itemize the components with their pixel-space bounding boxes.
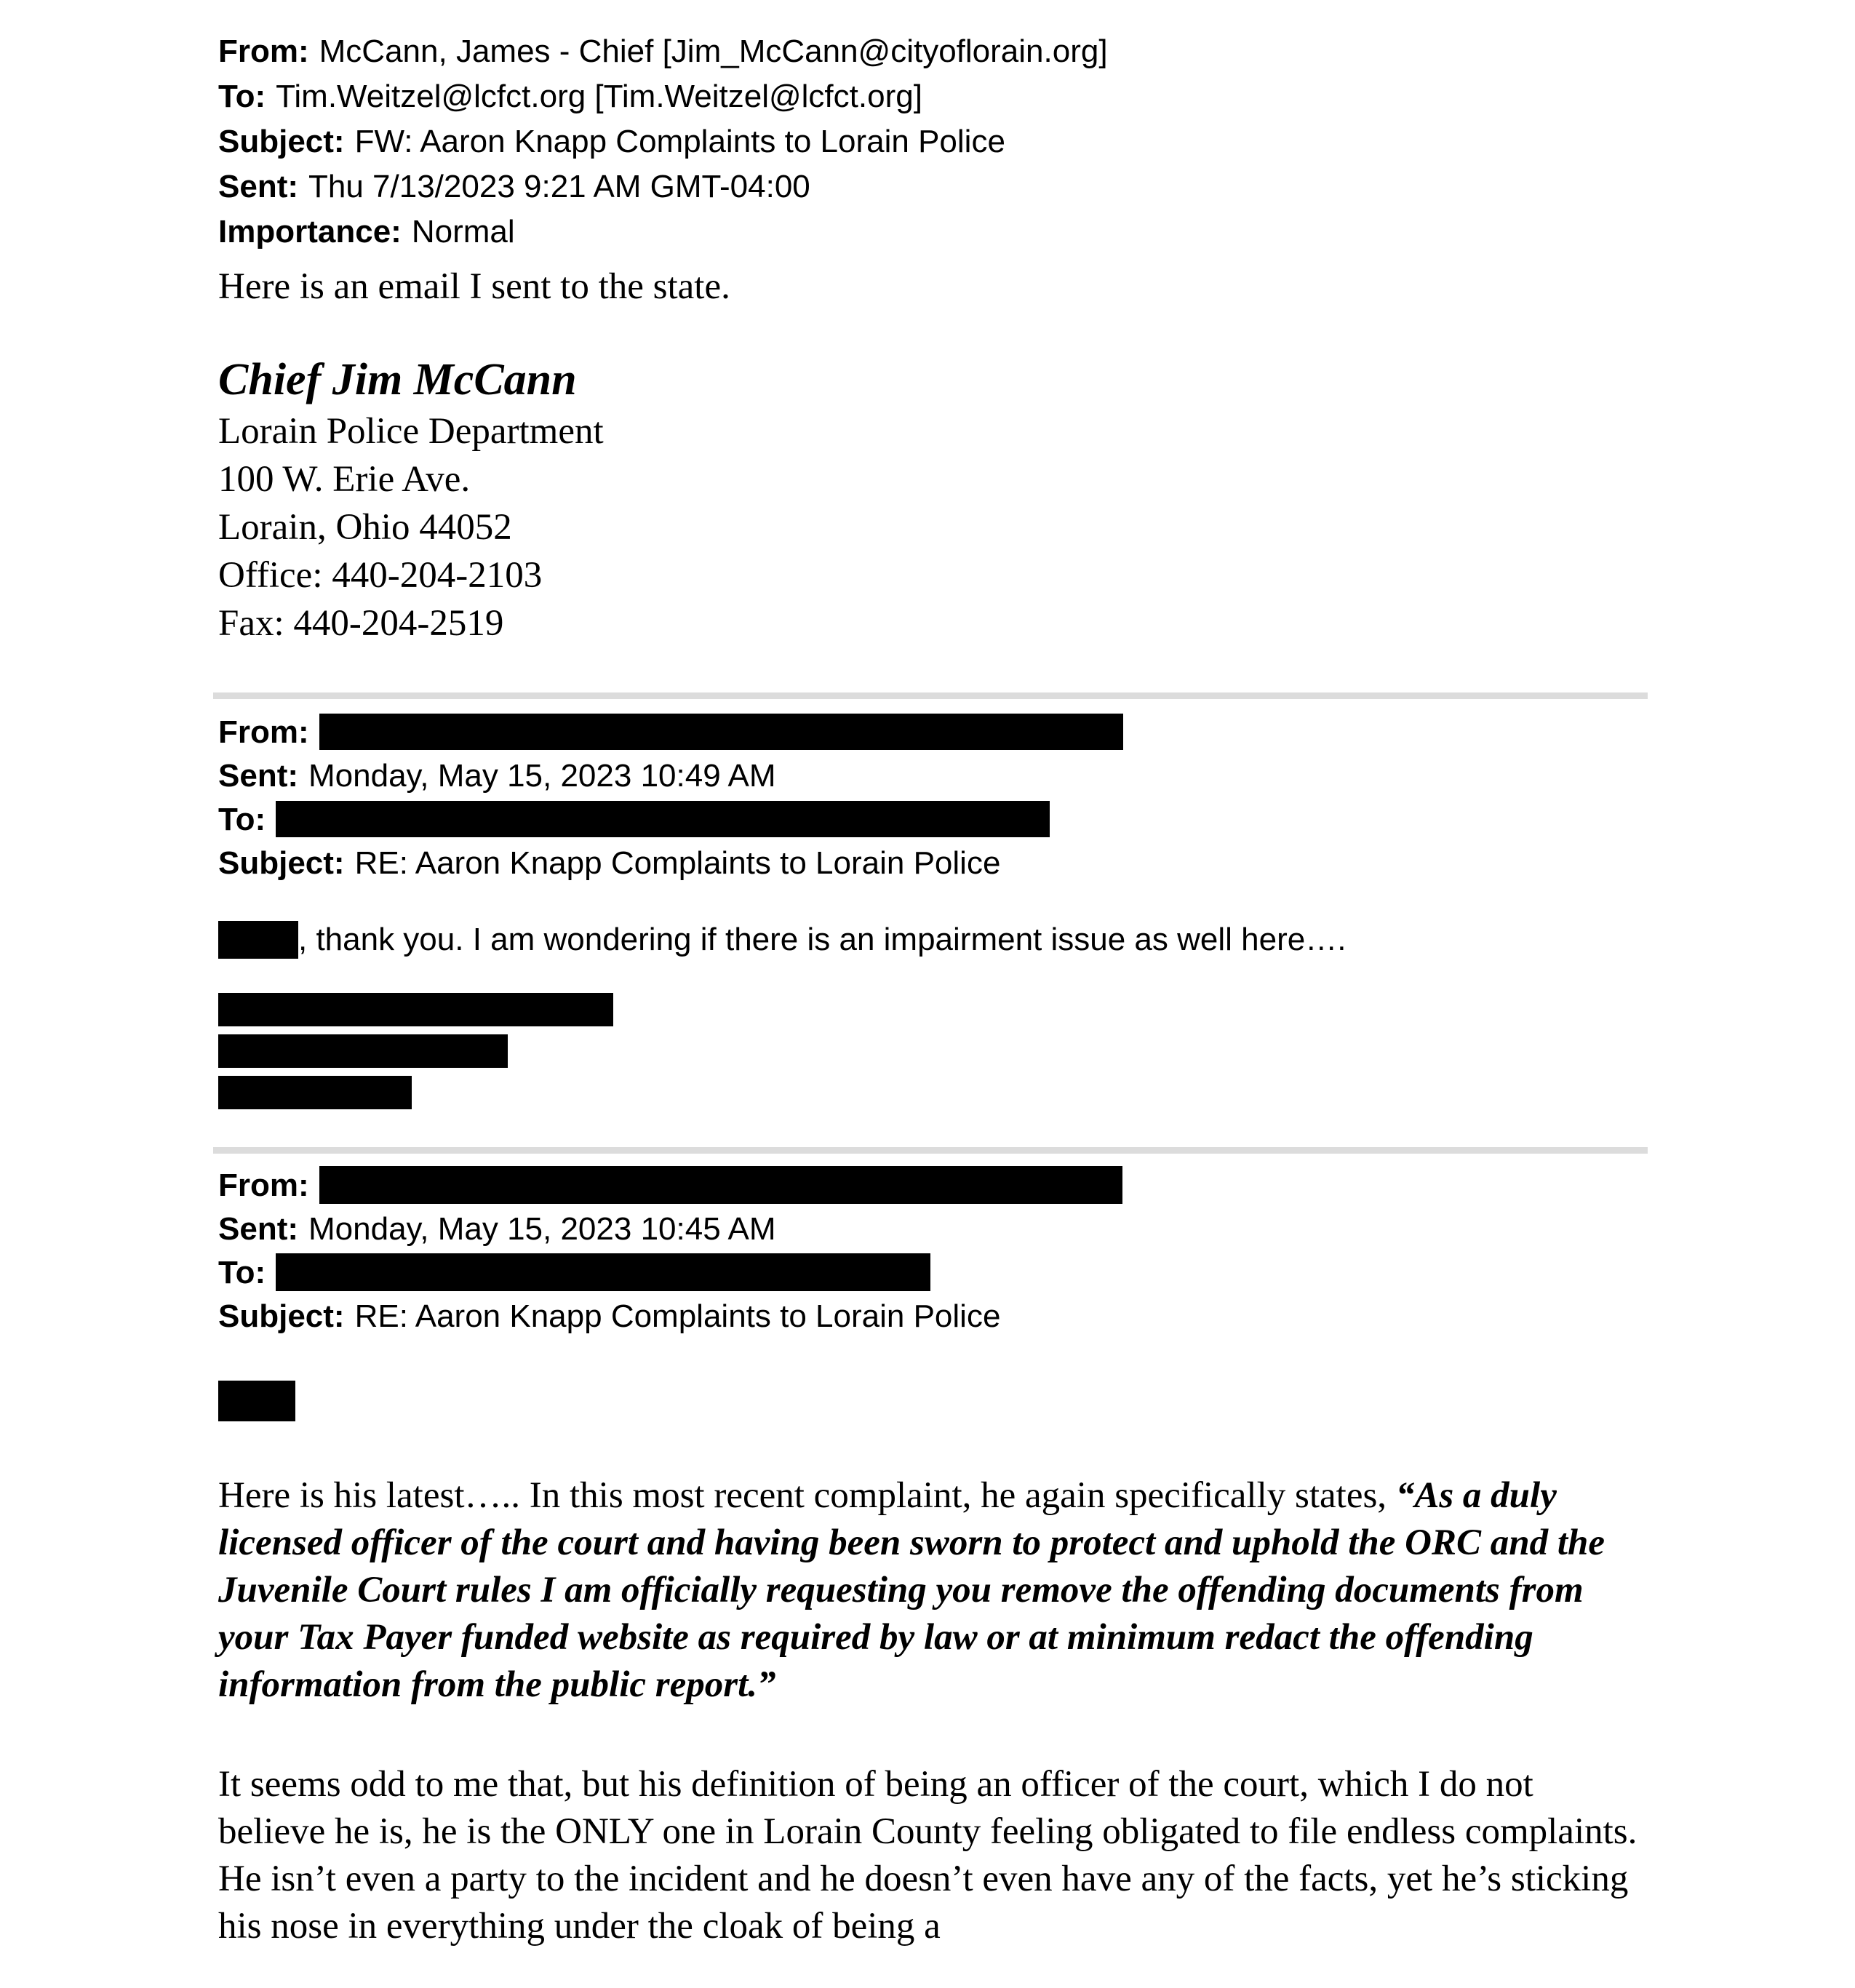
email1-from-row: [218, 29, 1651, 74]
email3-from-row: [218, 1164, 1651, 1207]
importance-value: Normal: [411, 214, 515, 250]
sent-value: Monday, May 15, 2023 10:45 AM: [308, 1211, 776, 1247]
to-value: Tim.Weitzel@lcfct.org [Tim.Weitzel@lcfct.org]: [276, 79, 922, 114]
thread-divider: [213, 1147, 1648, 1154]
redaction-bar-name: [218, 921, 298, 959]
from-label: From:: [218, 1167, 309, 1203]
email2-header: [218, 711, 1651, 885]
subject-label: Subject:: [218, 845, 345, 881]
email3-to-row: [218, 1251, 1651, 1295]
redaction-bar-signature-2: [218, 1034, 508, 1068]
redaction-bar-from: [319, 1166, 1122, 1204]
email3-subject-row: [218, 1295, 1651, 1338]
signature-line-fax: Fax: 440-204-2519: [218, 603, 504, 644]
subject-label: Subject:: [218, 124, 345, 159]
redaction-bar-to: [276, 801, 1050, 837]
to-label: To:: [218, 802, 266, 837]
email2-sent-row: [218, 754, 1651, 798]
email1-subject-row: [218, 119, 1651, 164]
email3-paragraph-1: [218, 1472, 1644, 1709]
sent-label: Sent:: [218, 169, 298, 204]
email2-from-row: [218, 711, 1651, 754]
to-label: To:: [218, 1255, 266, 1290]
sent-value: Monday, May 15, 2023 10:49 AM: [308, 758, 776, 794]
email1-body-line: Here is an email I sent to the state.: [218, 266, 730, 307]
subject-value: FW: Aaron Knapp Complaints to Lorain Police: [354, 124, 1005, 159]
email3-sent-row: [218, 1207, 1651, 1251]
redaction-bar-salutation: [218, 1381, 295, 1421]
paragraph1-normal-text: Here is his latest….. In this most recent complaint, he again specifically states,: [218, 1475, 1396, 1516]
paragraph1-quoted-text: “As a duly licensed officer of the court and having been sworn to protect and uphold the ORC and the Juvenile Court rules I am officially requesting you remove the offending documents from your Tax Payer funded website as required by law or at minimum redact the offending information from the public report.”: [218, 1475, 1605, 1705]
from-value: McCann, James - Chief [Jim_McCann@cityoflorain.org]: [319, 33, 1108, 69]
sent-label: Sent:: [218, 1211, 298, 1247]
from-label: From:: [218, 33, 309, 69]
to-label: To:: [218, 79, 266, 114]
signature-line-department: Lorain Police Department: [218, 411, 604, 452]
email2-subject-row: [218, 842, 1651, 885]
subject-label: Subject:: [218, 1298, 345, 1334]
signature-line-city: Lorain, Ohio 44052: [218, 507, 512, 548]
redaction-bar-signature-3: [218, 1076, 412, 1109]
email2-body-text: , thank you. I am wondering if there is an impairment issue as well here….: [298, 922, 1347, 957]
signature-line-street: 100 W. Erie Ave.: [218, 459, 471, 500]
email2-body-line: [218, 919, 1651, 961]
email1-header: [218, 29, 1651, 255]
email1-sent-row: [218, 164, 1651, 209]
thread-divider: [213, 692, 1648, 699]
email3-paragraph-2: It seems odd to me that, but his definition of being an officer of the court, which I do not believe he is, he is the ONLY one in Lorain County feeling obligated to file endless complaints. He isn’t even a party to the incident and he doesn’t even have any of the facts, yet he’s sticking his nose in everything under the cloak of being a: [218, 1764, 1656, 1947]
signature-block: [218, 407, 1651, 647]
email1-to-row: [218, 74, 1651, 119]
redaction-bar-from: [319, 714, 1123, 750]
signature-name: Chief Jim McCann: [218, 355, 577, 404]
sent-label: Sent:: [218, 758, 298, 794]
subject-value: RE: Aaron Knapp Complaints to Lorain Police: [354, 1298, 1001, 1334]
from-label: From:: [218, 714, 309, 750]
email2-redacted-signature: [218, 993, 1651, 1109]
signature-line-office-phone: Office: 440-204-2103: [218, 555, 543, 596]
importance-label: Importance:: [218, 214, 402, 250]
subject-value: RE: Aaron Knapp Complaints to Lorain Police: [354, 845, 1001, 881]
redaction-bar-signature-1: [218, 993, 613, 1026]
sent-value: Thu 7/13/2023 9:21 AM GMT-04:00: [308, 169, 810, 204]
redaction-bar-to: [276, 1253, 930, 1291]
email3-header: [218, 1164, 1651, 1338]
email2-to-row: [218, 798, 1651, 842]
email1-importance-row: [218, 209, 1651, 255]
